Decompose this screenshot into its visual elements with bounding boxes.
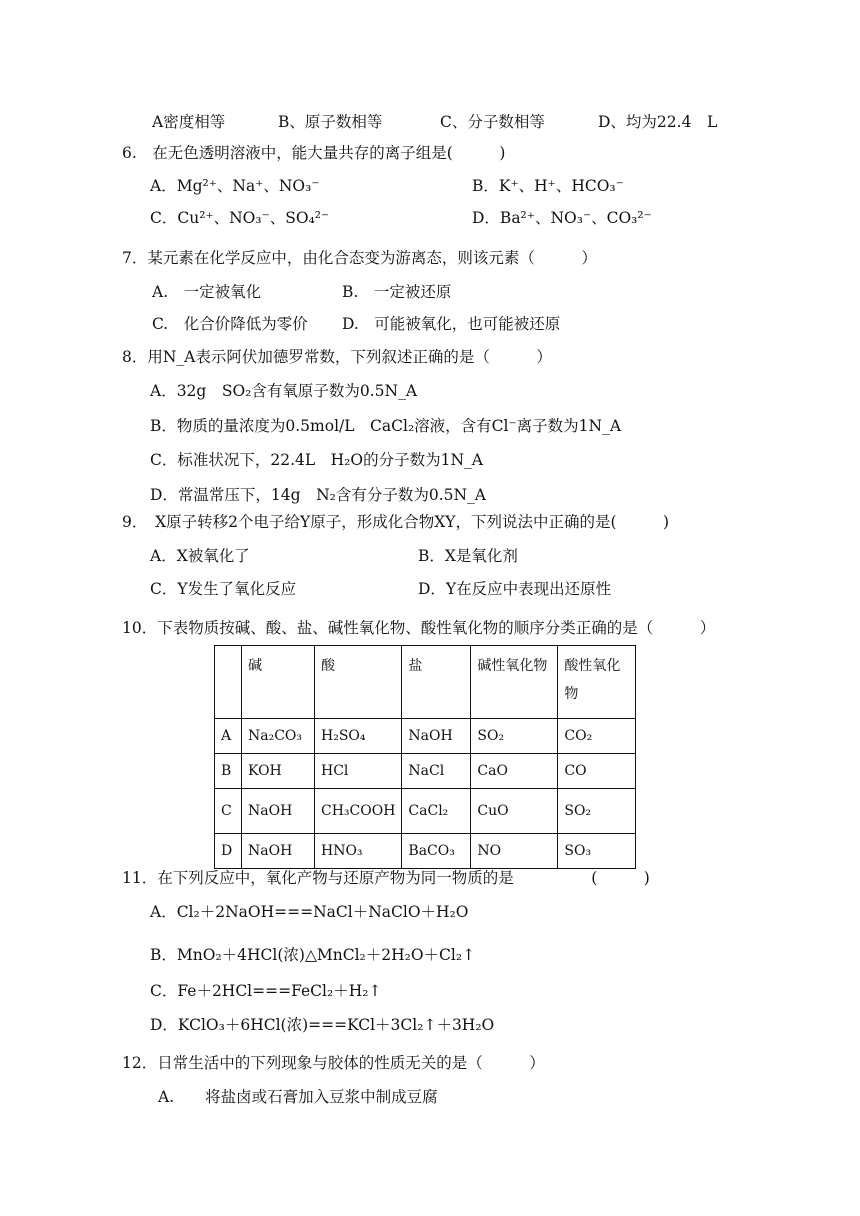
table-cell: KOH	[242, 754, 315, 789]
q8-option-a: A．32g SO₂含有氧原子数为0.5N_A	[150, 382, 418, 400]
q6-option-b: B．K⁺、H⁺、HCO₃⁻	[472, 177, 624, 195]
table-cell: CO₂	[558, 719, 636, 754]
q8-option-d: D．常温常压下，14g N₂含有分子数为0.5N_A	[150, 486, 487, 504]
q6-option-c: C．Cu²⁺、NO₃⁻、SO₄²⁻	[150, 209, 330, 227]
table-header-cell: 碱性氧化物	[471, 646, 558, 719]
table-cell: Na₂CO₃	[242, 719, 315, 754]
q9-option-b: B．X是氧化剂	[418, 547, 518, 565]
q6-option-a: A．Mg²⁺、Na⁺、NO₃⁻	[150, 177, 320, 195]
q9-stem: 9． X原子转移2个电子给Y原子，形成化合物XY，下列说法中正确的是( )	[122, 513, 670, 531]
q6-option-d: D．Ba²⁺、NO₃⁻、CO₃²⁻	[472, 209, 652, 227]
q12-option-a: A. 将盐卤或石膏加入豆浆中制成豆腐	[158, 1088, 438, 1106]
table-header-cell: 盐	[402, 646, 471, 719]
table-row	[215, 754, 636, 789]
q5-option-d: D、均为22.4 L	[598, 113, 718, 131]
q7-option-c: C. 化合价降低为零价	[152, 315, 308, 333]
table-row	[215, 834, 636, 869]
q10-stem: 10．下表物质按碱、酸、盐、碱性氧化物、酸性氧化物的顺序分类正确的是（ ）	[122, 619, 716, 637]
table-cell: C	[215, 789, 242, 834]
table-header-row	[215, 646, 636, 719]
table-cell: CH₃COOH	[315, 789, 402, 834]
table-cell: SO₃	[558, 834, 636, 869]
q12-stem: 12．日常生活中的下列现象与胶体的性质无关的是（ ）	[122, 1054, 545, 1072]
q11-option-b: B．MnO₂＋4HCl(浓)△MnCl₂＋2H₂O＋Cl₂↑	[150, 946, 476, 964]
q11-option-a: A．Cl₂＋2NaOH===NaCl＋NaClO＋H₂O	[150, 903, 469, 921]
q5-option-c: C、分子数相等	[440, 113, 545, 131]
table-cell: HNO₃	[315, 834, 402, 869]
table-cell: SO₂	[558, 789, 636, 834]
table-header-cell: 酸	[315, 646, 402, 719]
table-cell: CuO	[471, 789, 558, 834]
q8-stem: 8．用N_A表示阿伏加德罗常数，下列叙述正确的是（ ）	[122, 348, 552, 366]
table-header-cell: 酸性氧化物	[558, 646, 636, 719]
q9-option-c: C．Y发生了氧化反应	[150, 580, 297, 598]
q11-option-c: C．Fe＋2HCl===FeCl₂＋H₂↑	[150, 982, 382, 1000]
q8-option-c: C．标准状况下，22.4L H₂O的分子数为1N_A	[150, 451, 483, 469]
table-cell: D	[215, 834, 242, 869]
q7-stem: 7．某元素在化学反应中，由化合态变为游离态，则该元素（ ）	[122, 249, 597, 267]
q5-option-a: A密度相等	[152, 113, 226, 131]
table-cell: NaOH	[402, 719, 471, 754]
table-cell: NaOH	[242, 789, 315, 834]
table-cell: NO	[471, 834, 558, 869]
q7-option-d: D. 可能被氧化，也可能被还原	[342, 315, 561, 333]
q11-stem: 11．在下列反应中，氧化产物与还原产物为同一物质的是 ( )	[122, 869, 650, 887]
q5-option-b: B、原子数相等	[278, 113, 383, 131]
table-cell: B	[215, 754, 242, 789]
q11-option-d: D．KClO₃＋6HCl(浓)===KCl＋3Cl₂↑＋3H₂O	[150, 1016, 495, 1034]
table-cell: CO	[558, 754, 636, 789]
table-cell: H₂SO₄	[315, 719, 402, 754]
q7-option-b: B. 一定被还原	[342, 283, 452, 301]
table-row	[215, 719, 636, 754]
table-cell: CaCl₂	[402, 789, 471, 834]
q8-option-b: B．物质的量浓度为0.5mol/L CaCl₂溶液，含有Cl⁻离子数为1N_A	[150, 417, 622, 435]
q6-stem: 6. 在无色透明溶液中，能大量共存的离子组是( )	[122, 144, 506, 162]
classification-table	[214, 645, 636, 869]
table-header-cell	[215, 646, 242, 719]
table-cell: NaOH	[242, 834, 315, 869]
table-cell: CaO	[471, 754, 558, 789]
q9-option-a: A．X被氧化了	[150, 547, 250, 565]
table-row	[215, 789, 636, 834]
table-cell: HCl	[315, 754, 402, 789]
table-cell: BaCO₃	[402, 834, 471, 869]
q7-option-a: A. 一定被氧化	[152, 283, 262, 301]
table-cell: A	[215, 719, 242, 754]
table-cell: NaCl	[402, 754, 471, 789]
table-cell: SO₂	[471, 719, 558, 754]
q9-option-d: D．Y在反应中表现出还原性	[418, 580, 612, 598]
table-header-cell: 碱	[242, 646, 315, 719]
